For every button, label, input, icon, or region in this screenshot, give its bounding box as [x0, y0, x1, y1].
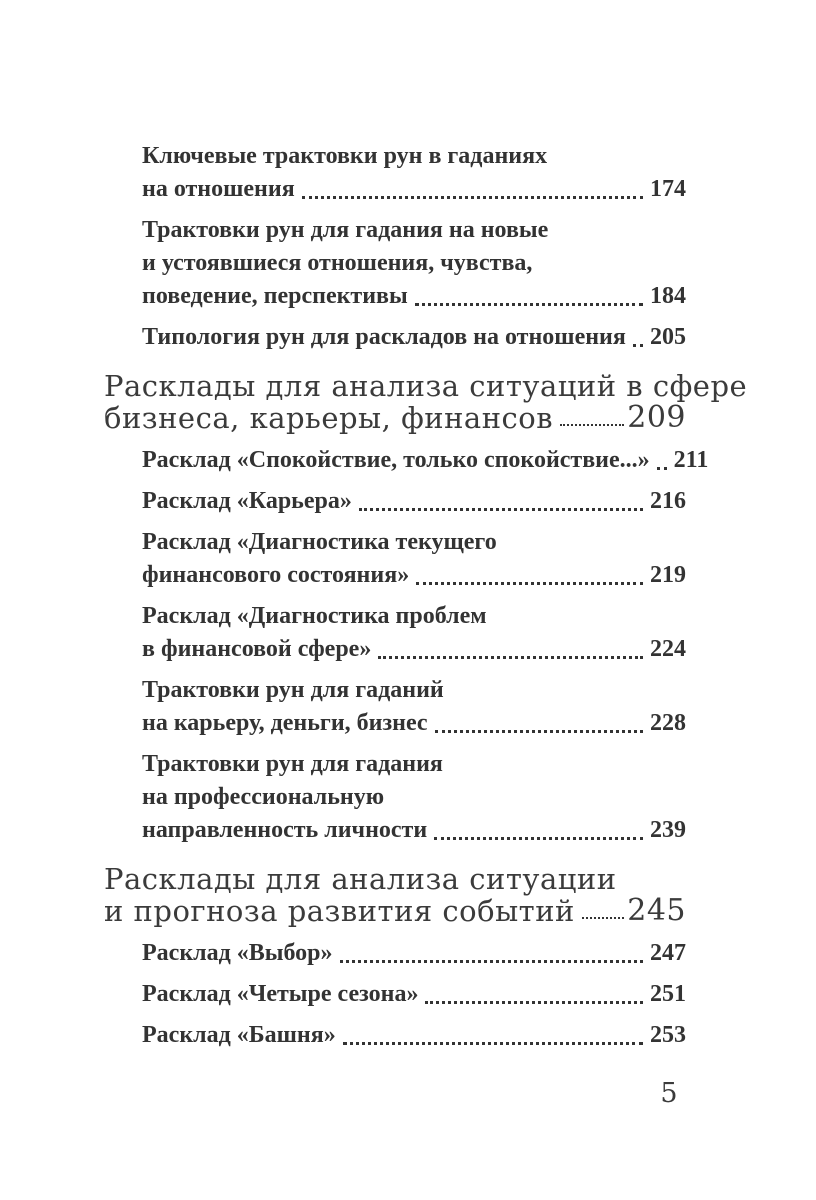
- toc-page-number: 239: [650, 817, 686, 843]
- toc-page-number: 224: [650, 636, 686, 662]
- toc-item-pre-lines: [142, 140, 686, 173]
- toc-item-title: Расклад «Спокойствие, только спокойствие...»: [142, 447, 650, 473]
- toc-item-last-row: [142, 707, 686, 740]
- toc-item-line: Расклады для анализа ситуации: [104, 862, 617, 896]
- toc-item-title: финансового состояния»: [142, 562, 410, 588]
- toc-leader-dots: [378, 656, 643, 659]
- toc-item-line: Расклады для анализа ситуаций в сфере: [104, 369, 748, 403]
- toc-entry: [142, 674, 686, 740]
- toc-entry: [142, 321, 686, 354]
- toc-list: [104, 140, 748, 1052]
- toc-item-pre-lines: [104, 369, 748, 403]
- toc-section-heading: [104, 863, 686, 927]
- toc-item-title: Расклад «Башня»: [142, 1022, 336, 1048]
- toc-entry: [142, 485, 686, 518]
- toc-item-last-row: [104, 402, 686, 434]
- toc-page-number: 205: [650, 324, 686, 350]
- toc-item-last-row: [142, 559, 686, 592]
- toc-item-last-row: [142, 978, 686, 1011]
- toc-item-line: Ключевые трактовки рун в гаданиях: [142, 143, 548, 169]
- toc-item-pre-lines: [142, 600, 686, 633]
- toc-page-number: 209: [627, 400, 686, 435]
- toc-entry: [142, 600, 686, 666]
- page-footer-number: 5: [660, 1078, 678, 1109]
- toc-item-pre-lines: [142, 748, 686, 814]
- toc-leader-dots: [560, 424, 624, 426]
- toc-entry: [142, 526, 686, 592]
- toc-leader-dots: [343, 1042, 643, 1045]
- toc-leader-dots: [657, 467, 667, 470]
- toc-item-pre-lines: [142, 526, 686, 559]
- toc-item-title: бизнеса, карьеры, финансов: [104, 401, 554, 435]
- toc-item-title: в финансовой сфере»: [142, 636, 372, 662]
- toc-item-last-row: [142, 444, 709, 477]
- toc-item-title: и прогноза развития событий: [104, 894, 575, 928]
- toc-item-line: Расклад «Диагностика текущего: [142, 529, 497, 555]
- toc-item-title: направленность личности: [142, 817, 428, 843]
- toc-page-number: 174: [650, 176, 686, 202]
- toc-item-title: Расклад «Карьера»: [142, 488, 352, 514]
- toc-entry: [142, 937, 686, 970]
- toc-item-last-row: [142, 633, 686, 666]
- toc-item-last-row: [142, 280, 686, 313]
- toc-leader-dots: [582, 917, 624, 919]
- toc-leader-dots: [425, 1001, 643, 1004]
- toc-leader-dots: [415, 303, 643, 306]
- toc-leader-dots: [302, 196, 643, 199]
- toc-leader-dots: [359, 508, 643, 511]
- toc-item-title: на карьеру, деньги, бизнес: [142, 710, 428, 736]
- toc-item-last-row: [142, 937, 686, 970]
- toc-item-line: Трактовки рун для гадания: [142, 751, 443, 777]
- toc-item-last-row: [142, 173, 686, 206]
- toc-item-line: Расклад «Диагностика проблем: [142, 603, 487, 629]
- toc-item-last-row: [142, 814, 686, 847]
- toc-page-number: 216: [650, 488, 686, 514]
- toc-leader-dots: [416, 582, 643, 585]
- toc-item-title: поведение, перспективы: [142, 283, 408, 309]
- toc-page-number: 247: [650, 940, 686, 966]
- toc-leader-dots: [434, 837, 643, 840]
- toc-entry: [142, 748, 686, 847]
- toc-item-last-row: [142, 1019, 686, 1052]
- toc-item-line: Трактовки рун для гадания на новые: [142, 217, 549, 243]
- toc-item-last-row: [104, 895, 686, 927]
- toc-item-title: Типология рун для раскладов на отношения: [142, 324, 626, 350]
- toc-leader-dots: [340, 960, 643, 963]
- toc-page-number: 251: [650, 981, 686, 1007]
- toc-item-title: на отношения: [142, 176, 295, 202]
- toc-page-number: 211: [673, 447, 709, 473]
- toc-entry: [142, 978, 686, 1011]
- toc-item-pre-lines: [142, 674, 686, 707]
- toc-leader-dots: [633, 344, 643, 347]
- toc-item-line: Трактовки рун для гаданий: [142, 677, 444, 703]
- toc-section-heading: [104, 369, 748, 435]
- toc-page-number: 228: [650, 710, 686, 736]
- toc-page-number: 245: [627, 893, 686, 928]
- toc-item-line: на профессиональную: [142, 784, 385, 810]
- toc-entry: [142, 140, 686, 206]
- toc-page-number: 253: [650, 1022, 686, 1048]
- toc-item-last-row: [142, 321, 686, 354]
- toc-item-title: Расклад «Выбор»: [142, 940, 333, 966]
- toc-item-pre-lines: [142, 214, 686, 280]
- toc-entry: [142, 1019, 686, 1052]
- toc-item-last-row: [142, 485, 686, 518]
- toc-leader-dots: [435, 730, 643, 733]
- toc-entry: [142, 444, 709, 477]
- toc-page-number: 184: [650, 283, 686, 309]
- toc-item-line: и устоявшиеся отношения, чувства,: [142, 250, 533, 276]
- toc-entry: [142, 214, 686, 313]
- toc-page-number: 219: [650, 562, 686, 588]
- toc-item-title: Расклад «Четыре сезона»: [142, 981, 419, 1007]
- toc-item-pre-lines: [104, 863, 686, 895]
